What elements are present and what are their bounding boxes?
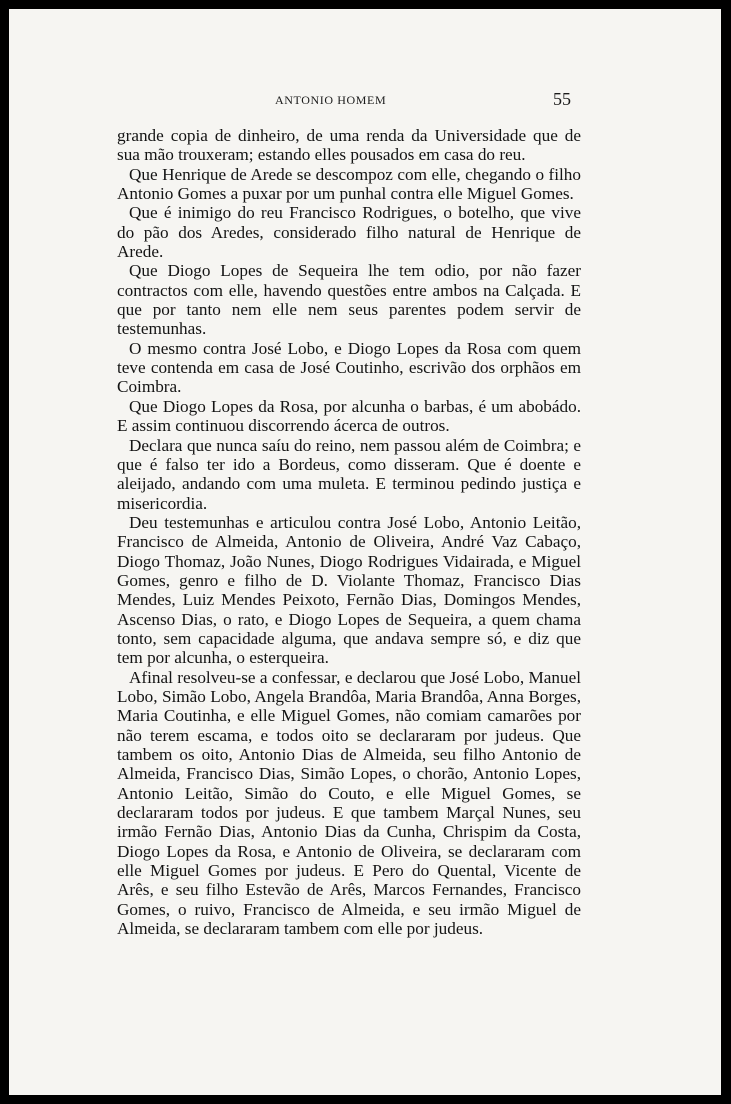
- running-header: [9, 89, 721, 111]
- page-number: 55: [553, 89, 571, 109]
- paragraph: Que é inimigo do reu Francisco Rodrigues, o botelho, que vive do pão dos Aredes, considerado filho natural de Henrique de Arede.: [117, 203, 581, 262]
- paragraph-continued: grande copia de dinheiro, de uma renda da Universidade que de sua mão trouxeram; estando elles pousados em casa do reu.: [117, 126, 581, 165]
- paragraph: Que Diogo Lopes de Sequeira lhe tem odio, por não fazer contractos com elle, havendo questões entre ambos na Calçada. E que por tanto nem elle nem seus parentes podem servir de testemunhas.: [117, 261, 581, 339]
- body-text: [117, 126, 581, 938]
- paragraph: Deu testemunhas e articulou contra José Lobo, Antonio Leitão, Francisco de Almeida, Antonio de Oliveira, André Vaz Cabaço, Diogo Thomaz, João Nunes, Diogo Rodrigues Vidairada, e Miguel Gomes, genro e filho de D. Violante Thomaz, Francisco Dias Mendes, Luiz Mendes Peixoto, Fernão Dias, Domingos Mendes, Ascenso Dias, o rato, e Diogo Lopes de Sequeira, a quem chama tonto, sem capacidade alguma, que andava sempre só, e diz que tem por alcunha, o esterqueira.: [117, 512, 581, 668]
- paragraph: O mesmo contra José Lobo, e Diogo Lopes da Rosa com quem teve contenda em casa de José Coutinho, escrivão dos orphãos em Coimbra.: [117, 338, 581, 397]
- paragraph: Declara que nunca saíu do reino, nem passou além de Coimbra; e que é falso ter ido a Bordeus, como disseram. Que é doente e aleijado, andando com uma muleta. E terminou pedindo justiça e misericordia.: [117, 435, 581, 513]
- book-page: [9, 9, 721, 1095]
- paragraph: Afinal resolveu-se a confessar, e declarou que José Lobo, Manuel Lobo, Simão Lobo, Angela Brandôa, Maria Brandôa, Anna Borges, Maria Coutinha, e elle Miguel Gomes, não comiam camarões por não terem escama, e todos oito se declararam por judeus. Que tambem os oito, Antonio Dias de Almeida, seu filho Antonio de Almeida, Francisco Dias, Simão Lopes, o chorão, Antonio Lopes, Antonio Leitão, Simão do Couto, e elle Miguel Gomes, se declararam todos por judeus. E que tambem Marçal Nunes, seu irmão Fernão Dias, Antonio Dias da Cunha, Chrispim da Costa, Diogo Lopes da Rosa, e Antonio de Oliveira, se declararam com elle Miguel Gomes por judeus. E Pero do Quental, Vicente de Arês, e seu filho Estevão de Arês, Marcos Fernandes, Francisco Gomes, o ruivo, Francisco de Almeida, e seu irmão Miguel de Almeida, se declararam tambem com elle por judeus.: [117, 667, 581, 939]
- paragraph: Que Henrique de Arede se descompoz com elle, chegando o filho Antonio Gomes a puxar por um punhal contra elle Miguel Gomes.: [117, 164, 581, 204]
- paragraph: Que Diogo Lopes da Rosa, por alcunha o barbas, é um abobádo. E assim continuou discorrendo ácerca de outros.: [117, 396, 581, 436]
- running-title: ANTONIO HOMEM: [275, 93, 387, 107]
